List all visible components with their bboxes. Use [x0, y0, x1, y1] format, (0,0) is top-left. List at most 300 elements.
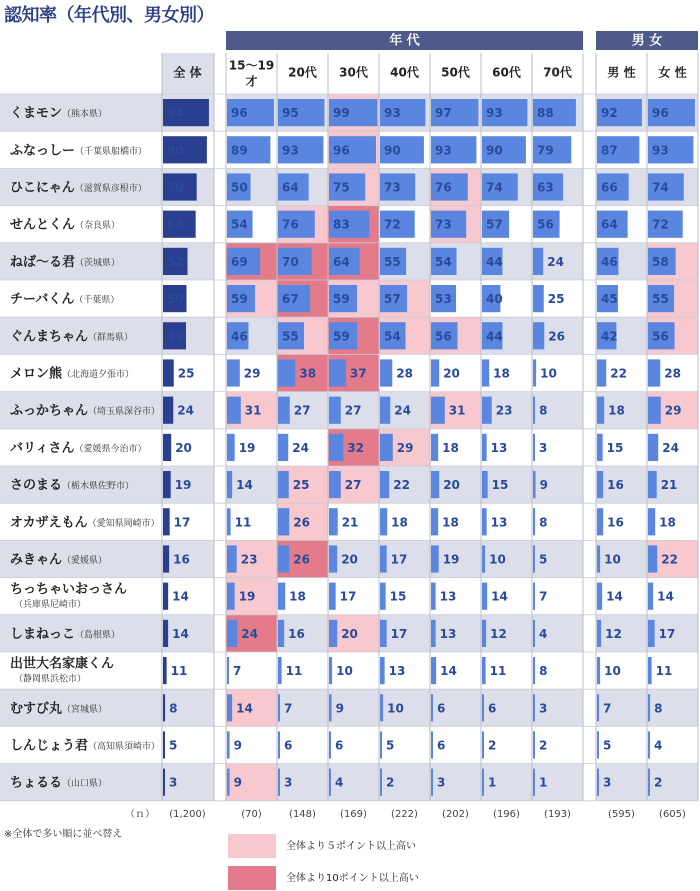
character-prefecture: （千葉県）	[74, 295, 120, 306]
data-label: 12	[490, 626, 507, 641]
bar	[431, 731, 433, 758]
bar	[227, 545, 237, 572]
bar	[380, 620, 387, 647]
data-label: 23	[240, 552, 258, 567]
data-label: 8	[539, 515, 548, 530]
bar	[278, 471, 289, 498]
data-label: 8	[654, 701, 663, 716]
data-label: 49	[167, 329, 184, 344]
data-label: 26	[548, 329, 565, 344]
data-label: 16	[607, 478, 624, 493]
n-value: (70)	[241, 809, 262, 820]
n-value: (202)	[442, 809, 469, 820]
data-label: 11	[170, 664, 188, 679]
data-label: 90	[486, 143, 503, 158]
bar	[597, 397, 604, 424]
column-header: 20代	[288, 65, 317, 80]
bar	[597, 583, 602, 610]
data-label: 53	[435, 292, 452, 307]
data-label: 93	[435, 143, 452, 158]
bar	[227, 359, 240, 386]
data-label: 3	[169, 775, 178, 790]
bar	[482, 657, 486, 684]
data-label: 70	[282, 254, 299, 269]
bar	[278, 397, 290, 424]
bar	[597, 769, 599, 796]
bar	[648, 508, 655, 535]
character-name: メロン熊（北海道夕張市）	[10, 366, 135, 382]
character-name: ちっちゃいおっさん	[10, 582, 128, 598]
bar	[431, 583, 436, 610]
data-label: 10	[489, 552, 506, 567]
data-label: 92	[601, 106, 618, 121]
data-label: 27	[344, 478, 362, 493]
data-label: 44	[486, 254, 503, 269]
bar	[278, 545, 289, 572]
character-name: チーバくん（千葉県）	[10, 292, 120, 308]
bar	[431, 694, 433, 721]
data-label: 20	[341, 626, 358, 641]
data-label: 72	[384, 217, 401, 232]
data-label: 11	[234, 515, 252, 530]
n-value: (595)	[608, 809, 635, 820]
data-label: 42	[601, 329, 618, 344]
data-label: 57	[486, 217, 503, 232]
character-name: ぐんまちゃん（群馬県）	[10, 329, 134, 345]
character-prefecture: （愛媛県）	[62, 555, 108, 566]
data-label: 29	[396, 440, 414, 455]
character-name: バリィさん（愛媛県今治市）	[10, 440, 147, 456]
column-header: 15〜19	[228, 58, 275, 73]
data-label: 7	[284, 701, 293, 716]
bar	[533, 359, 536, 386]
character-prefecture: （愛媛県今治市）	[74, 443, 147, 454]
data-label: 5	[539, 552, 548, 567]
bar	[648, 583, 653, 610]
data-label: 24	[292, 440, 309, 455]
bar	[278, 769, 280, 796]
character-prefecture: （愛知県岡崎市）	[87, 518, 160, 529]
data-label: 2	[654, 775, 663, 790]
bar	[533, 397, 535, 424]
bar	[431, 657, 436, 684]
character-prefecture: （茨城県）	[75, 257, 121, 268]
column-header: 50代	[441, 65, 470, 80]
data-label: 11	[655, 664, 673, 679]
data-label: 11	[285, 664, 303, 679]
bar	[227, 657, 229, 684]
data-label: 14	[440, 664, 457, 679]
data-label: 24	[662, 440, 679, 455]
bar	[163, 694, 165, 721]
data-label: 45	[601, 292, 618, 307]
bar	[533, 434, 535, 461]
bar	[431, 434, 438, 461]
data-label: 37	[349, 366, 367, 381]
data-label: 6	[284, 738, 293, 753]
group-header-age-label: 年 代	[389, 33, 420, 49]
bar	[482, 471, 488, 498]
data-label: 73	[384, 180, 401, 195]
data-label: 19	[174, 478, 192, 493]
data-label: 23	[495, 403, 513, 418]
bar	[380, 359, 392, 386]
bar	[597, 731, 599, 758]
bar	[227, 769, 230, 796]
bar	[227, 471, 232, 498]
bar	[482, 434, 487, 461]
data-label: 3	[437, 775, 446, 790]
data-label: 50	[167, 292, 184, 307]
data-label: 14	[172, 589, 189, 604]
bar	[329, 434, 343, 461]
data-label: 93	[486, 106, 503, 121]
bar	[278, 434, 288, 461]
data-label: 13	[439, 589, 457, 604]
data-label: 3	[284, 775, 293, 790]
data-label: 10	[387, 701, 404, 716]
data-label: 6	[488, 701, 497, 716]
character-name: くまモン（熊本県）	[10, 106, 108, 122]
character-name: ねば〜る君（茨城県）	[10, 254, 121, 270]
data-label: 72	[652, 217, 669, 232]
bar	[533, 620, 535, 647]
data-label: 20	[341, 552, 358, 567]
bar	[163, 434, 171, 461]
data-label: 69	[231, 254, 248, 269]
data-label: 54	[435, 254, 452, 269]
character-name: ふなっしー（千葉県船橋市）	[10, 143, 148, 159]
bar	[597, 657, 600, 684]
character-name: さのまる（栃木県佐野市）	[10, 478, 135, 494]
data-label: 24	[241, 626, 258, 641]
data-label: 54	[384, 329, 401, 344]
character-prefecture: （栃木県佐野市）	[62, 481, 135, 492]
block-gap	[583, 94, 596, 801]
bar	[431, 471, 439, 498]
bar	[278, 620, 284, 647]
data-label: 93	[384, 106, 401, 121]
data-label: 5	[169, 738, 178, 753]
bar	[380, 657, 385, 684]
bar	[380, 434, 393, 461]
data-label: 6	[335, 738, 344, 753]
data-label: 1	[539, 775, 548, 790]
bar	[163, 769, 165, 796]
data-label: 57	[384, 292, 401, 307]
data-label: 25	[547, 292, 565, 307]
data-label: 13	[439, 626, 457, 641]
data-label: 10	[336, 664, 353, 679]
data-label: 22	[393, 478, 410, 493]
character-prefecture: （埼玉県深谷市）	[88, 406, 161, 417]
data-label: 44	[486, 329, 503, 344]
data-label: 19	[238, 589, 256, 604]
data-label: 11	[489, 664, 507, 679]
bar	[431, 769, 433, 796]
bar	[533, 769, 535, 796]
data-label: 26	[293, 552, 310, 567]
character-prefecture: （北海道夕張市）	[62, 369, 135, 380]
data-label: 17	[390, 552, 408, 567]
data-label: 21	[341, 515, 359, 530]
data-label: 2	[488, 738, 497, 753]
data-label: 20	[443, 366, 460, 381]
bar	[482, 769, 484, 796]
bar	[648, 434, 658, 461]
bar	[329, 397, 341, 424]
data-label: 16	[288, 626, 305, 641]
bar	[431, 508, 438, 535]
data-label: 9	[539, 478, 548, 493]
n-value: (196)	[493, 809, 520, 820]
bar	[163, 397, 173, 424]
bar	[533, 508, 535, 535]
bar	[597, 434, 603, 461]
data-label: 22	[610, 366, 627, 381]
bar	[163, 545, 169, 572]
data-label: 4	[335, 775, 344, 790]
data-label: 59	[333, 292, 350, 307]
character-prefecture: （宮城県）	[62, 704, 108, 715]
data-label: 95	[282, 106, 299, 121]
n-value: (1,200)	[169, 809, 206, 820]
data-label: 46	[231, 329, 248, 344]
character-name: せんとくん（奈良県）	[10, 217, 121, 233]
bar	[380, 545, 387, 572]
bar	[533, 583, 535, 610]
character-prefecture: （高知県須崎市）	[88, 741, 161, 752]
data-label: 52	[167, 254, 184, 269]
data-label: 59	[333, 329, 350, 344]
bar	[163, 657, 167, 684]
bar	[278, 508, 289, 535]
n-value: (193)	[544, 809, 571, 820]
bar	[163, 583, 168, 610]
data-label: 97	[435, 106, 452, 121]
data-label: 94	[167, 106, 184, 121]
data-label: 46	[601, 254, 618, 269]
bar	[278, 359, 295, 386]
data-label: 10	[604, 552, 621, 567]
bar	[329, 545, 337, 572]
data-label: 15	[491, 478, 509, 493]
bar	[329, 471, 341, 498]
n-value: (222)	[391, 809, 418, 820]
data-label: 28	[396, 366, 413, 381]
character-name: みきゃん（愛媛県）	[10, 552, 108, 568]
data-label: 83	[333, 217, 350, 232]
data-label: 14	[236, 478, 253, 493]
column-header: 40代	[390, 65, 419, 80]
character-name: ちょるる（山口県）	[10, 775, 108, 791]
data-label: 38	[299, 366, 317, 381]
bar	[648, 657, 652, 684]
data-label: 3	[539, 440, 548, 455]
character-prefecture: （熊本県）	[62, 109, 108, 120]
bar	[597, 694, 599, 721]
data-label: 31	[448, 403, 466, 418]
data-label: 4	[654, 738, 663, 753]
bar	[227, 397, 241, 424]
data-label: 7	[603, 701, 612, 716]
legend-swatch	[228, 834, 276, 858]
character-name: オカザえもん（愛知県岡崎市）	[10, 515, 160, 531]
bar	[648, 769, 650, 796]
bar	[533, 731, 535, 758]
data-label: 17	[339, 589, 357, 604]
data-label: 21	[660, 478, 678, 493]
bar	[648, 359, 660, 386]
data-label: 75	[333, 180, 350, 195]
bar	[482, 508, 487, 535]
column-header: 30代	[339, 65, 368, 80]
data-label: 24	[547, 254, 564, 269]
data-label: 50	[231, 180, 248, 195]
data-label: 6	[437, 738, 446, 753]
data-label: 31	[244, 403, 262, 418]
data-label: 40	[486, 292, 503, 307]
data-label: 13	[490, 440, 508, 455]
data-label: 56	[537, 217, 554, 232]
bar	[482, 583, 487, 610]
bar	[380, 694, 383, 721]
data-label: 1	[488, 775, 497, 790]
data-label: 26	[293, 515, 310, 530]
data-label: 59	[231, 292, 248, 307]
bar	[227, 694, 232, 721]
bar	[329, 731, 331, 758]
data-label: 10	[540, 366, 557, 381]
data-label: 18	[442, 515, 459, 530]
character-prefecture: （静岡県浜松市）	[14, 674, 87, 685]
data-label: 27	[344, 403, 362, 418]
data-label: 64	[282, 180, 299, 195]
n-value: (148)	[289, 809, 316, 820]
bar	[227, 731, 230, 758]
bar	[597, 545, 600, 572]
bar	[329, 657, 332, 684]
data-label: 99	[333, 106, 350, 121]
bar	[380, 769, 382, 796]
bar	[482, 731, 484, 758]
data-label: 96	[231, 106, 248, 121]
bar	[482, 545, 485, 572]
bar	[533, 657, 535, 684]
bar	[597, 620, 601, 647]
data-label: 70	[167, 180, 184, 195]
data-label: 96	[333, 143, 350, 158]
bar	[329, 508, 338, 535]
bar	[648, 545, 657, 572]
bar	[597, 471, 603, 498]
character-name: 出世大名家康くん	[10, 656, 115, 672]
character-name: むすび丸（宮城県）	[10, 701, 108, 717]
legend-label: 全体より10ポイント以上高い	[286, 873, 419, 884]
data-label: 90	[384, 143, 401, 158]
column-header: 60代	[492, 65, 521, 80]
bar	[482, 620, 486, 647]
data-label: 63	[537, 180, 554, 195]
bar	[597, 359, 606, 386]
legend-swatch	[228, 866, 276, 890]
data-label: 88	[537, 106, 554, 121]
bar	[431, 397, 445, 424]
n-value: (169)	[340, 809, 367, 820]
bar	[533, 471, 536, 498]
bar	[278, 657, 282, 684]
data-label: 28	[664, 366, 681, 381]
data-label: 9	[233, 775, 242, 790]
data-label: 25	[292, 478, 310, 493]
data-label: 5	[386, 738, 395, 753]
data-label: 6	[437, 701, 446, 716]
bar	[648, 731, 650, 758]
character-prefecture: （山口県）	[62, 778, 108, 789]
bar	[482, 694, 484, 721]
data-label: 8	[539, 403, 548, 418]
chart-title: 認知率（年代別、男女別）	[4, 5, 214, 26]
data-label: 16	[607, 515, 624, 530]
bar	[329, 583, 336, 610]
bar	[431, 620, 436, 647]
bar	[278, 731, 280, 758]
data-label: 18	[391, 515, 408, 530]
bar	[533, 322, 544, 349]
data-label: 14	[491, 589, 508, 604]
bar	[329, 769, 331, 796]
bar	[648, 471, 657, 498]
data-label: 55	[282, 329, 299, 344]
data-label: 22	[661, 552, 678, 567]
bar	[329, 694, 332, 721]
bar	[533, 694, 535, 721]
data-label: 10	[604, 664, 621, 679]
character-name: ふっかちゃん（埼玉県深谷市）	[10, 403, 161, 419]
data-label: 7	[539, 589, 548, 604]
data-label: 15	[606, 440, 624, 455]
data-label: 14	[236, 701, 253, 716]
character-name: ひこにゃん（滋賀県彦根市）	[10, 180, 147, 196]
data-label: 9	[335, 701, 344, 716]
data-label: 24	[394, 403, 411, 418]
data-label: 29	[243, 366, 261, 381]
data-label: 14	[657, 589, 674, 604]
data-label: 13	[490, 515, 508, 530]
data-label: 3	[539, 701, 548, 716]
data-label: 87	[601, 143, 618, 158]
bar	[163, 471, 171, 498]
bar	[227, 583, 235, 610]
column-header: 全 体	[173, 65, 202, 80]
bar	[533, 248, 543, 275]
bar	[431, 359, 439, 386]
data-label: 27	[293, 403, 311, 418]
data-label: 19	[238, 440, 256, 455]
data-label: 12	[605, 626, 622, 641]
bar	[278, 583, 285, 610]
data-label: 8	[539, 664, 548, 679]
character-prefecture: （滋賀県彦根市）	[74, 183, 147, 194]
column-header: 才	[245, 74, 258, 89]
character-name: しまねっこ（島根県）	[10, 626, 121, 642]
bar	[380, 397, 390, 424]
bar	[533, 285, 544, 312]
bar	[431, 545, 439, 572]
data-label: 55	[652, 292, 669, 307]
data-label: 14	[606, 589, 623, 604]
data-label: 13	[388, 664, 406, 679]
